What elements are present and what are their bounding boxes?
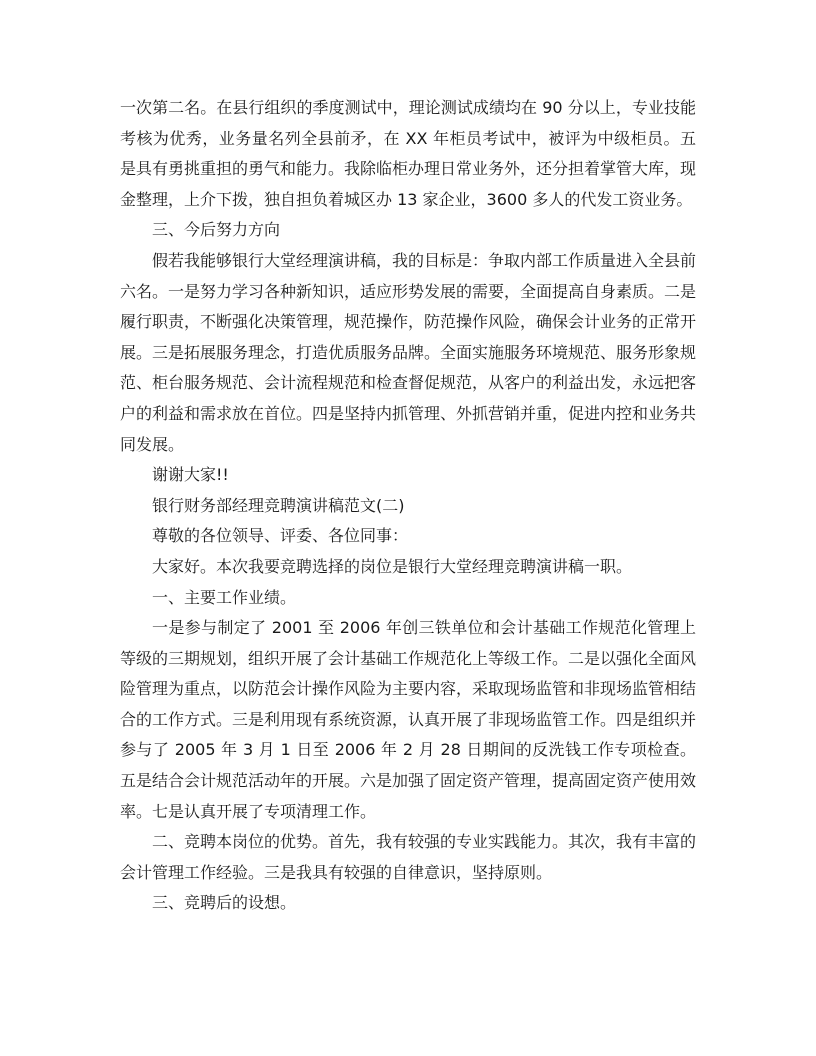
paragraph-goals: 假若我能够银行大堂经理演讲稿，我的目标是：争取内部工作质量进入全县前六名。一是努力学习各种新知识，适应形势发展的需要，全面提高自身素质。二是履行职责，不断强化决策管理，规范操作，防范操作风险，确保会计业务的正常开展。三是拓展服务理念，打造优质服务品牌。全面实施服务环境规范、服务形象规范、柜台服务规范、会计流程规范和检查督促规范，从客户的利益出发，永远把客户的利益和需求放在首位。四是坚持内抓管理、外抓营销并重，促进内控和业务共同发展。 <box>120 250 697 454</box>
heading-future-direction: 三、今后努力方向 <box>152 220 281 240</box>
section-title-sample-two: 银行财务部经理竞聘演讲稿范文(二) <box>152 495 405 515</box>
paragraph-salutation: 尊敬的各位领导、评委、各位同事： <box>152 526 409 546</box>
paragraph-achievements-list: 一是参与制定了 2001 至 2006 年创三铁单位和会计基础工作规范化管理上等级的三期规划，组织开展了会计基础工作规范化上等级工作。二是以强化全面风险管理为重点，以防范会计操作风险为主要内容，采取现场监管和非现场监管相结合的工作方式。三是利用现有系统资源，认真开展了非现场监管工作。四是组织并参与了 2005 年 3 月 1 日至 2006 年 2 月 28 日期间的反洗钱工作专项检查。五是结合会计规范活动年的开展。六是加强了固定资产管理，提高固定资产使用效率。七是认真开展了专项清理工作。 <box>120 618 697 821</box>
document-body <box>120 93 696 919</box>
paragraph-thanks: 谢谢大家!! <box>152 465 229 485</box>
paragraph-advantages: 二、竞聘本岗位的优势。首先，我有较强的专业实践能力。其次，我有丰富的会计管理工作经验。三是我具有较强的自律意识，坚持原则。 <box>120 832 697 882</box>
paragraph-greeting: 大家好。本次我要竞聘选择的岗位是银行大堂经理竞聘演讲稿一职。 <box>152 556 633 576</box>
paragraph-continued-achievements: 一次第二名。在县行组织的季度测试中，理论测试成绩均在 90 分以上，专业技能考核为优秀，业务量名列全县前矛，在 XX 年柜员考试中，被评为中级柜员。五是具有勇挑重担的勇气和能力。我除临柜办理日常业务外，还分担着掌管大库，现金整理，上介下拨，独自担负着城区办 13 家企业，3600 多人的代发工资业务。 <box>120 98 697 209</box>
heading-main-achievements: 一、主要工作业绩。 <box>152 587 297 607</box>
heading-plans-after-appointment: 三、竞聘后的设想。 <box>152 893 297 913</box>
